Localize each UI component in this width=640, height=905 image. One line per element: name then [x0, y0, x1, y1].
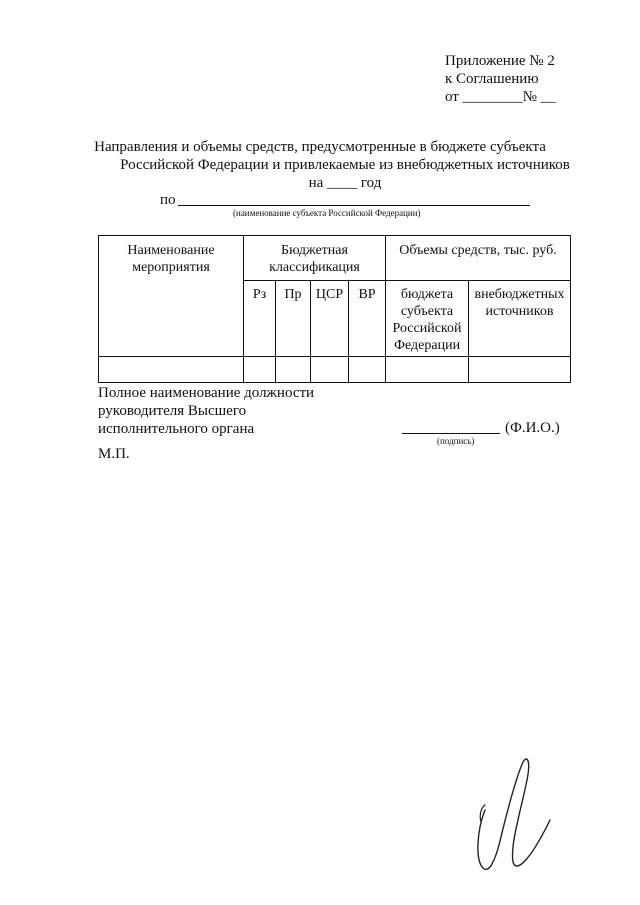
position-line-2: руководителя Высшего: [98, 403, 247, 419]
appendix-agreement-ref: к Соглашению: [445, 71, 539, 87]
header-csr: ЦСР: [311, 281, 349, 357]
appendix-number: Приложение № 2: [445, 53, 555, 69]
subject-prefix: по: [160, 192, 176, 208]
cell-event: [99, 357, 244, 383]
position-line-3: исполнительного органа: [98, 421, 255, 437]
signature-caption: (подпись): [437, 436, 475, 446]
document-title-line-1: Направления и объемы средств, предусмотренные в бюджете субъекта: [94, 139, 546, 155]
signature-line: [402, 433, 500, 434]
subject-caption: (наименование субъекта Российской Федерации): [233, 208, 421, 218]
header-pr: Пр: [276, 281, 311, 357]
stamp-label: М.П.: [98, 446, 130, 462]
header-extra-budget: внебюджетных источников: [469, 281, 571, 357]
funding-table: [98, 235, 571, 383]
cell-rz: [244, 357, 276, 383]
document-title-line-2: Российской Федерации и привлекаемые из внебюджетных источников: [120, 157, 570, 173]
appendix-date-number: от ________№ __: [445, 89, 556, 105]
header-rz: Рз: [244, 281, 276, 357]
position-line-1: Полное наименование должности: [98, 385, 315, 401]
table-row: [99, 357, 571, 383]
header-budget-classification: Бюджетная классификация: [244, 236, 386, 281]
header-budget-subject: бюджета субъекта Российской Федерации: [386, 281, 469, 357]
header-event: Наименование мероприятия: [99, 236, 244, 357]
cell-extra: [469, 357, 571, 383]
handwritten-signature: [455, 750, 565, 880]
document-title-year: на ____ год: [308, 175, 382, 191]
header-volumes: Объемы средств, тыс. руб.: [386, 236, 571, 281]
cell-csr: [311, 357, 349, 383]
cell-budget: [386, 357, 469, 383]
cell-pr: [276, 357, 311, 383]
cell-vr: [349, 357, 386, 383]
subject-underline: [178, 205, 530, 206]
header-vr: ВР: [349, 281, 386, 357]
fio-label: (Ф.И.О.): [505, 420, 560, 436]
